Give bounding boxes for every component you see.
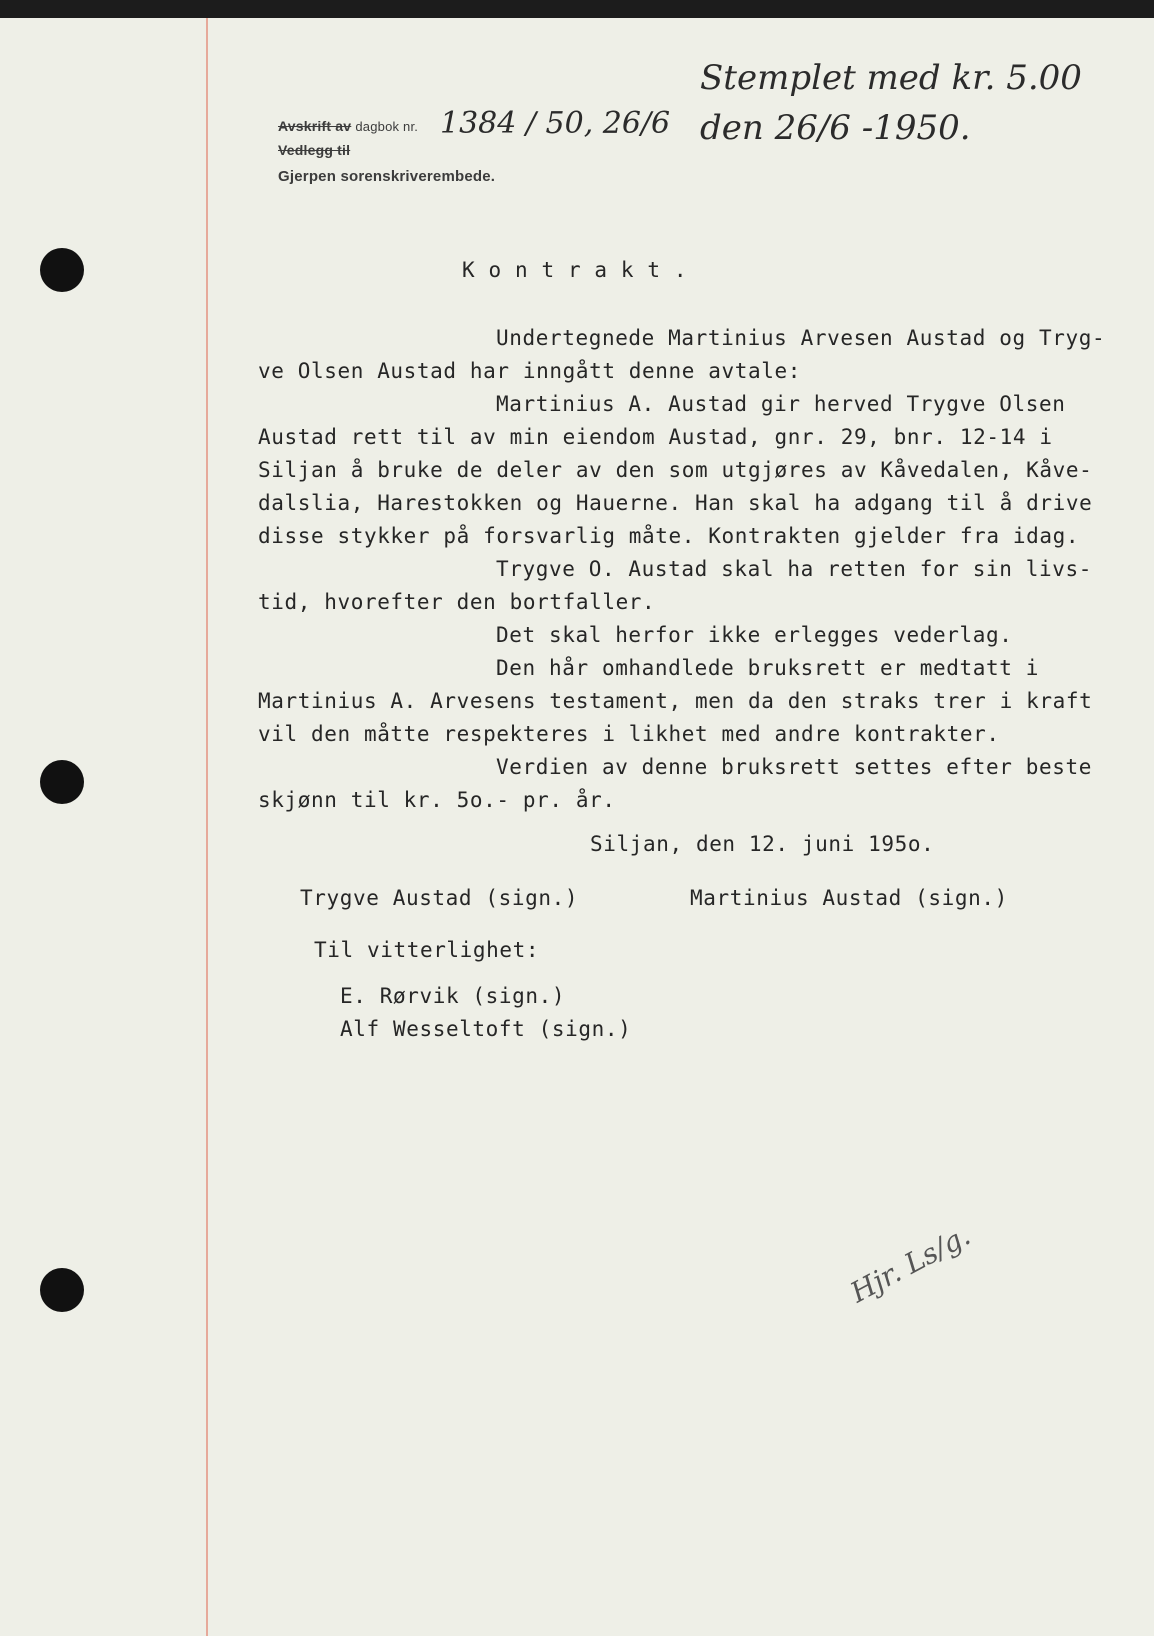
body-line: vil den måtte respekteres i likhet med andre kontrakter. [258, 722, 1000, 746]
witness-2: Alf Wesseltoft (sign.) [340, 1017, 632, 1041]
punch-hole-top [40, 248, 84, 292]
body-line: Undertegnede Martinius Arvesen Austad og Tryg- [496, 326, 1106, 350]
body-line: disse stykker på forsvarlig måte. Kontrakten gjelder fra idag. [258, 524, 1080, 548]
stamp-line-2: Vedlegg til [278, 142, 351, 158]
body-line: Trygve O. Austad skal ha retten for sin livs- [496, 557, 1092, 581]
stamp-line-1: Avskrift av dagbok nr. [278, 118, 419, 134]
signature-left: Trygve Austad (sign.) [300, 886, 579, 910]
document-title: K o n t r a k t . [462, 258, 688, 282]
dagbok-number: 1384 / 50, 26/6 [440, 106, 671, 141]
body-line: ve Olsen Austad har inngått denne avtale: [258, 359, 801, 383]
body-line: Siljan å bruke de deler av den som utgjøres av Kåvedalen, Kåve- [258, 458, 1093, 482]
body-line: Det skal herfor ikke erlegges vederlag. [496, 623, 1013, 647]
witness-heading: Til vitterlighet: [314, 938, 540, 962]
body-line: skjønn til kr. 5o.- pr. år. [258, 788, 616, 812]
margin-line [206, 18, 208, 1636]
stamp-note-line-2: den 26/6 -1950. [700, 108, 971, 148]
witness-1: E. Rørvik (sign.) [340, 984, 566, 1008]
place-date: Siljan, den 12. juni 195o. [590, 832, 935, 856]
signature-right: Martinius Austad (sign.) [690, 886, 1008, 910]
stamp-line-3: Gjerpen sorenskriverembede. [278, 168, 496, 185]
handwritten-initials: Hjr. Ls/g. [845, 1218, 976, 1310]
body-line: tid, hvorefter den bortfaller. [258, 590, 656, 614]
body-line: Verdien av denne bruksrett settes efter beste [496, 755, 1092, 779]
body-line: Den hår omhandlede bruksrett er medtatt i [496, 656, 1039, 680]
document-page [0, 18, 1154, 1636]
body-line: Martinius A. Austad gir herved Trygve Olsen [496, 392, 1066, 416]
body-line: Austad rett til av min eiendom Austad, gnr. 29, bnr. 12-14 i [258, 425, 1053, 449]
punch-hole-middle [40, 760, 84, 804]
body-line: dalslia, Harestokken og Hauerne. Han skal ha adgang til å drive [258, 491, 1093, 515]
punch-hole-bottom [40, 1268, 84, 1312]
stamp-note-line-1: Stemplet med kr. 5.00 [700, 58, 1082, 98]
body-line: Martinius A. Arvesens testament, men da den straks trer i kraft [258, 689, 1093, 713]
